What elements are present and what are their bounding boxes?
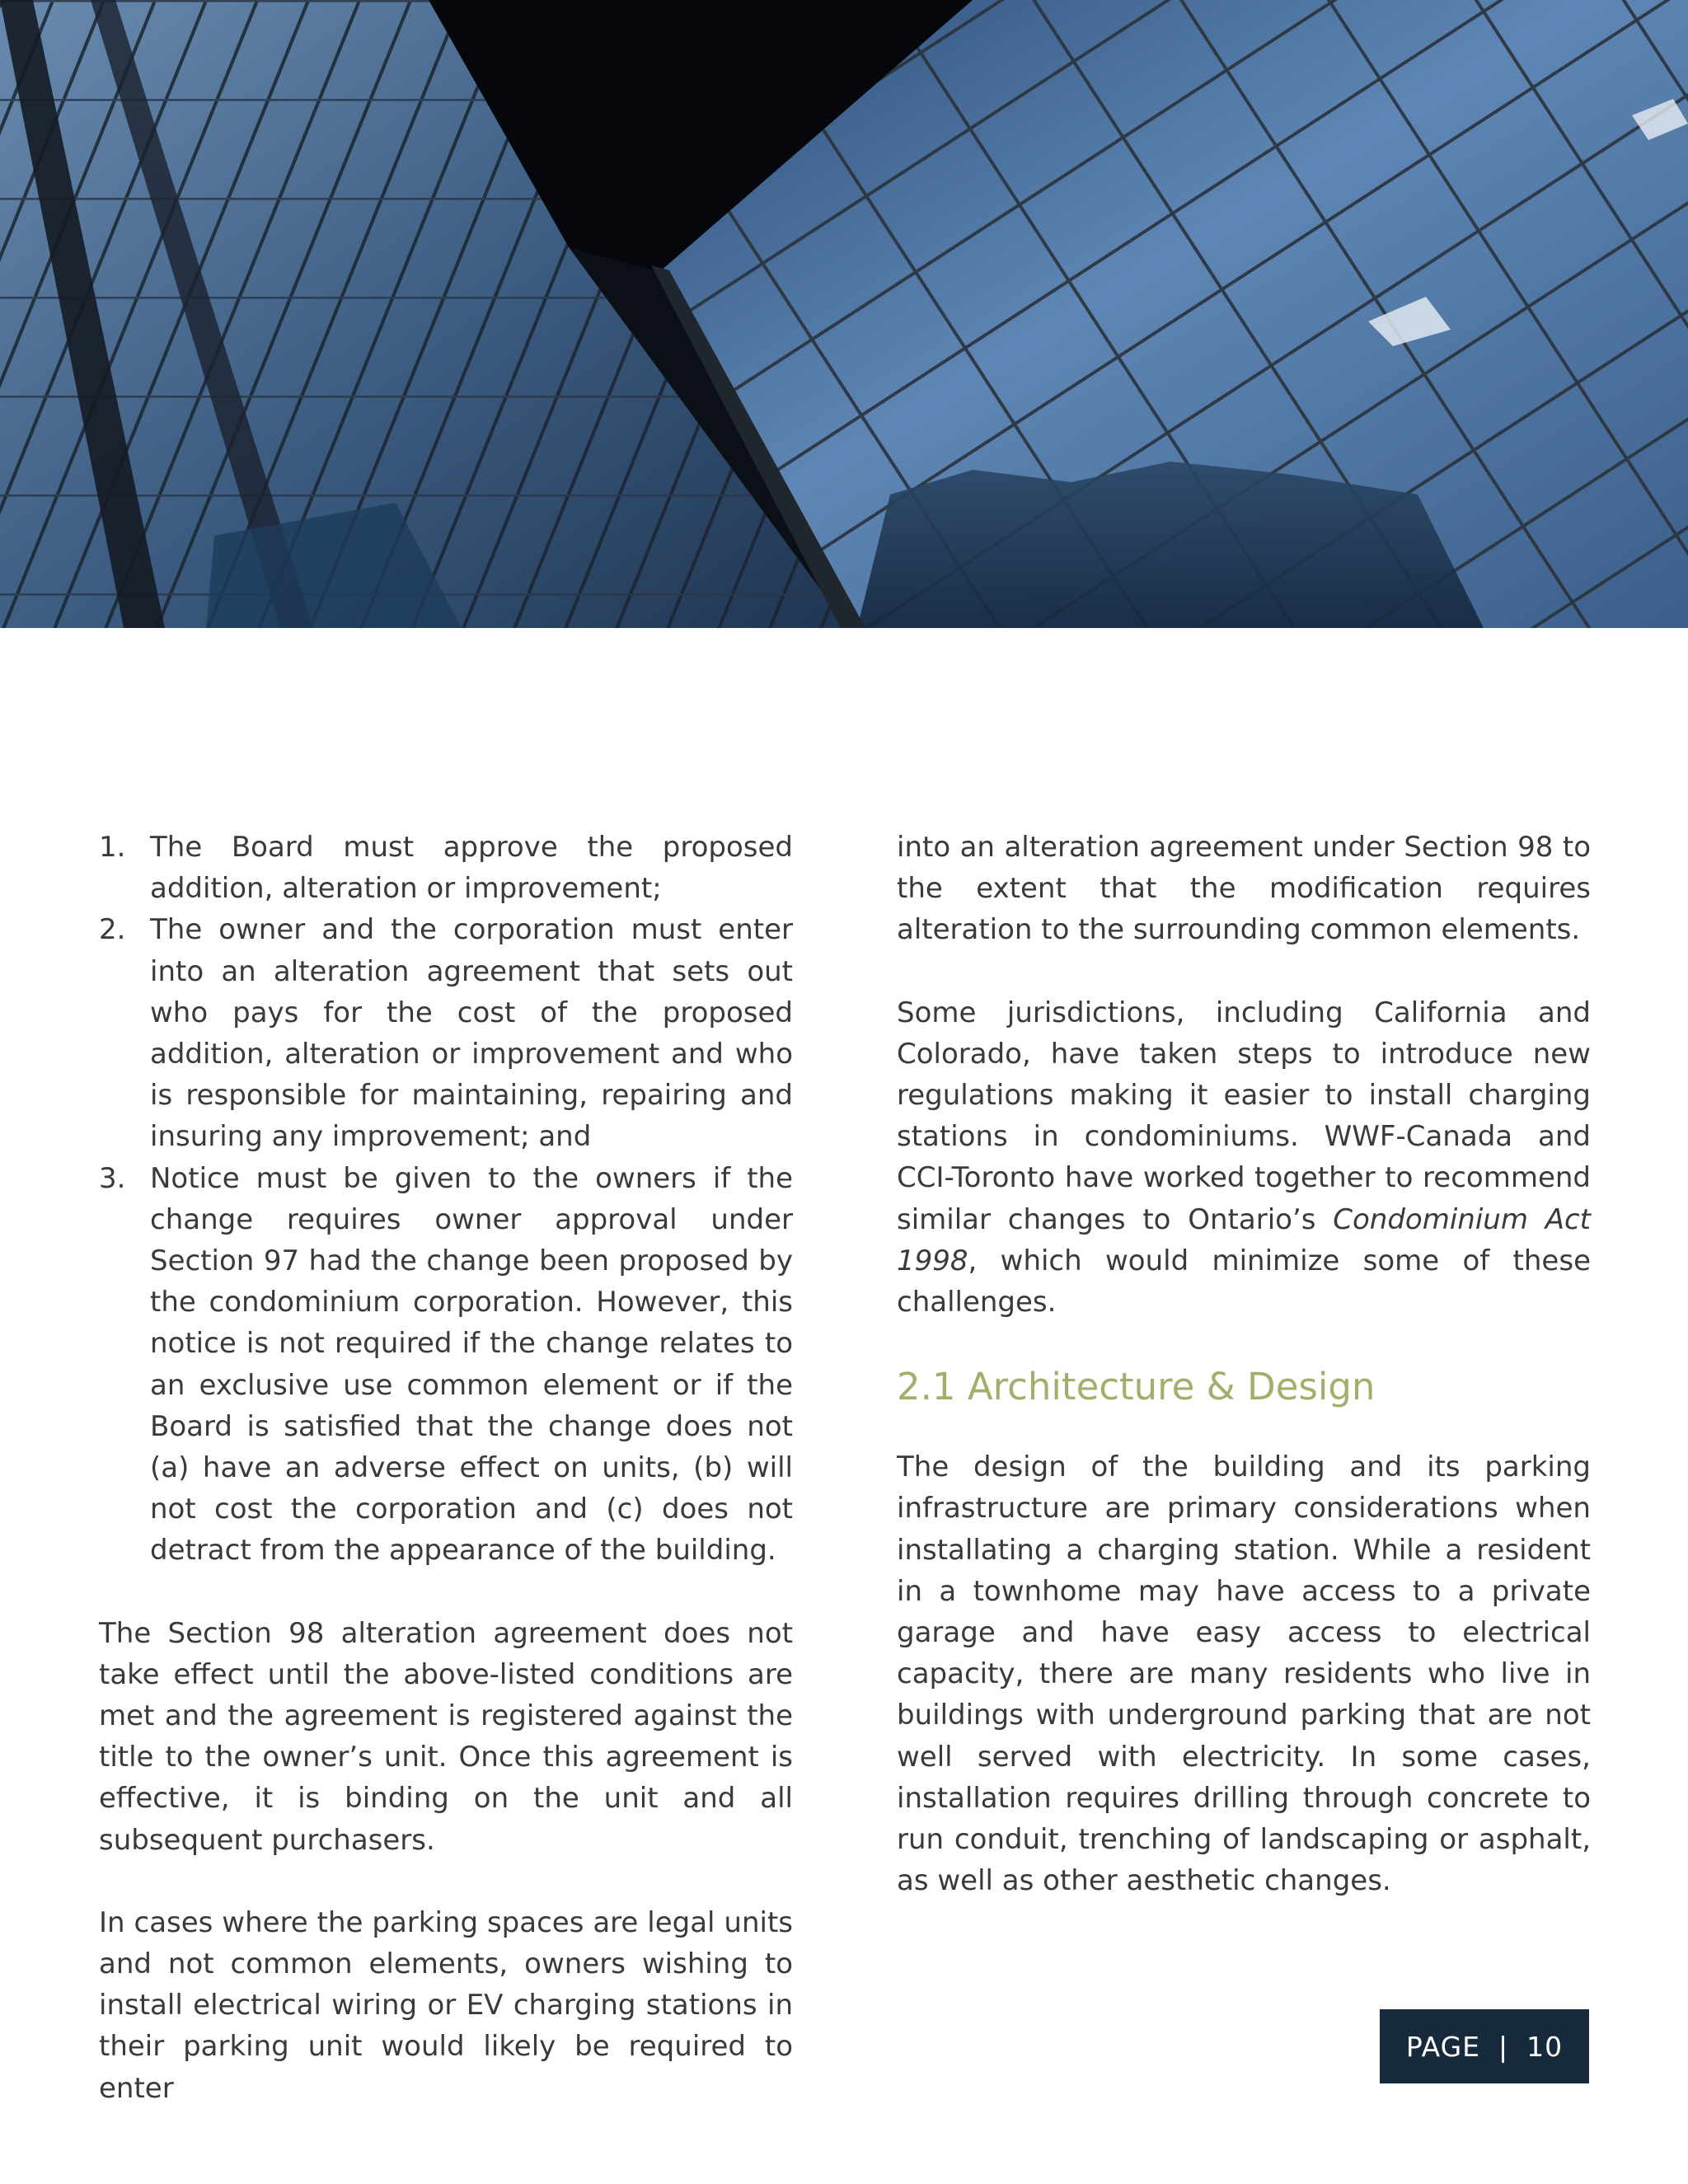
- act-title: Condominium Act 1998: [897, 1202, 1592, 1277]
- list-number: 1.: [99, 831, 126, 864]
- conditions-list: [99, 827, 793, 1572]
- list-item: [99, 1158, 793, 1572]
- section-heading: 2.1 Architecture & Design: [897, 1365, 1376, 1409]
- page-number: 10: [1526, 2030, 1564, 2063]
- body-paragraph: [897, 992, 1591, 1324]
- glass-building-photo-icon: [0, 0, 1688, 628]
- page-number-badge: [1380, 2009, 1589, 2083]
- header-photo: [0, 0, 1688, 628]
- body-paragraph: In cases where the parking spaces are legal units and not common elements, owners wishing to install electrical wiring or EV charging stations in their parking unit would likely be required to enter: [99, 1905, 793, 2105]
- list-item: [99, 827, 793, 909]
- list-number: 3.: [99, 1161, 126, 1195]
- page-separator: |: [1498, 2030, 1509, 2063]
- list-item-text: The owner and the corporation must enter into an alteration agreement that sets out who pays for the cost of the proposed addition, alteration or improvement and who is responsible for maintaining, repairing and insuring any improvement; and: [150, 913, 793, 1154]
- list-item-text: Notice must be given to the owners if the change requires owner approval under Section 97 had the change been proposed by the condominium corporation. However, this notice is not required if the change relates to an exclusive use common element or if the Board is satisfied that the change does not (a) have an adverse effect on units, (b) will not cost the corporation and (c) does not detract from the appearance of the building.: [150, 1161, 793, 1568]
- paragraph-text: , which would minimize some of these challenges.: [897, 1244, 1591, 1319]
- page-label: PAGE: [1405, 2030, 1481, 2063]
- right-column: [897, 827, 1591, 1901]
- paragraph-text: Some jurisdictions, including California and Colorado, have taken steps to introduce new regulations making it easier to install charging stations in condominiums. WWF-Canada and CCI-Toronto have worked together to recommend similar changes to Ontario’s: [897, 996, 1591, 1236]
- body-paragraph: The Section 98 alteration agreement does not take effect until the above-listed conditions are met and the agreement is registered against the title to the owner’s unit. Once this agreement is effective, it is binding on the unit and all subsequent purchasers.: [99, 1616, 793, 1857]
- left-column: [99, 827, 793, 2109]
- body-paragraph: into an alteration agreement under Section 98 to the extent that the modification requires alteration to the surrounding common elements.: [897, 831, 1591, 947]
- list-item: [99, 909, 793, 1157]
- body-paragraph: The design of the building and its parking infrastructure are primary considerations when installating a charging station. While a resident in a townhome may have access to a private garage and have easy access to electrical capacity, there are many residents who live in buildings with underground parking that are not well served with electricity. In some cases, installation requires drilling through concrete to run conduit, trenching of landscaping or asphalt, as well as other aesthetic changes.: [897, 1451, 1591, 1898]
- list-number: 2.: [99, 913, 126, 947]
- list-item-text: The Board must approve the proposed addition, alteration or improvement;: [150, 831, 793, 906]
